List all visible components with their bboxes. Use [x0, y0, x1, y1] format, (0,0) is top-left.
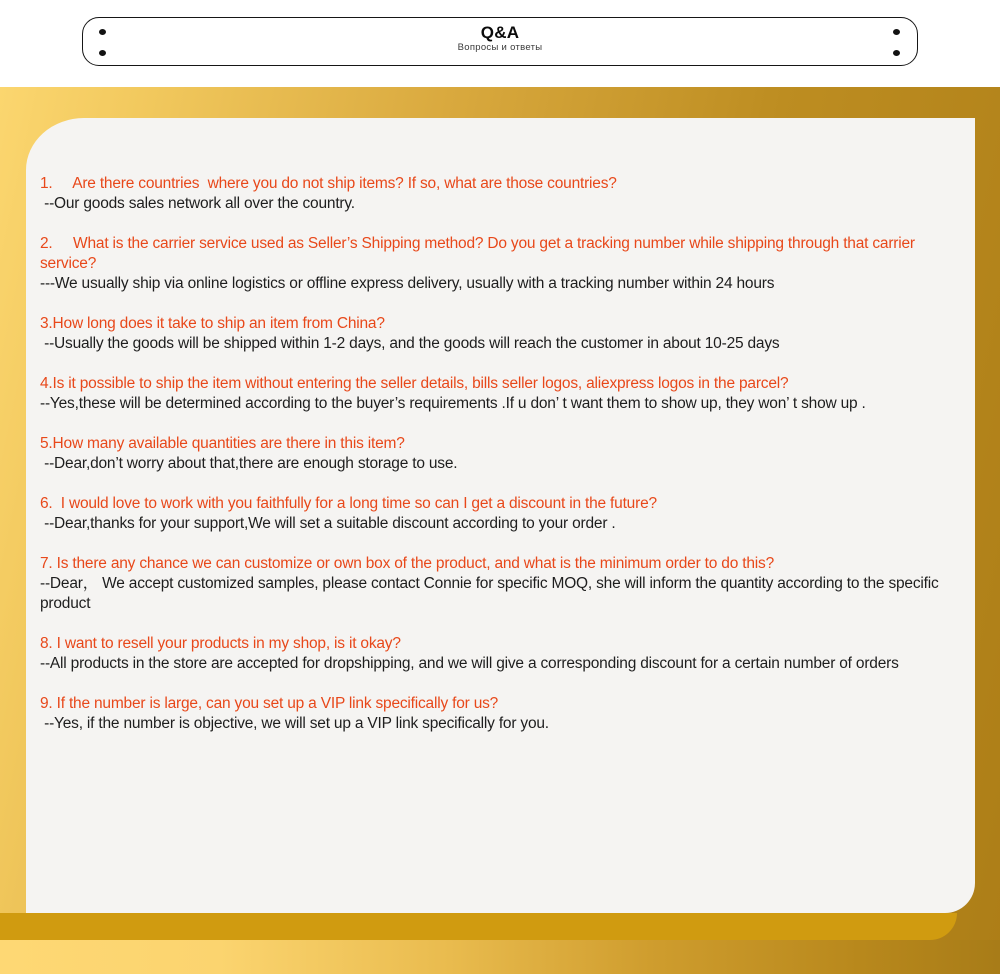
header-strip — [0, 0, 1000, 87]
page-subtitle: Вопросы и ответы — [457, 42, 543, 53]
qa-item — [40, 374, 957, 414]
qa-title-plaque — [82, 17, 918, 66]
qa-item — [40, 234, 957, 294]
qa-list — [40, 174, 957, 734]
rivet-dot-icon — [99, 50, 106, 56]
qa-question: 5.How many available quantities are there in this item? — [40, 435, 405, 452]
qa-answer: --Dear,don’t worry about that,there are enough storage to use. — [40, 455, 458, 472]
rivet-dot-icon — [893, 50, 900, 56]
qa-item — [40, 494, 957, 534]
rivet-dot-icon — [893, 29, 900, 35]
qa-answer: --Usually the goods will be shipped within 1-2 days, and the goods will reach the customer in about 10-25 days — [40, 335, 780, 352]
qa-card — [26, 118, 975, 913]
gold-background — [0, 87, 1000, 974]
qa-answer: ---We usually ship via online logistics or offline express delivery, usually with a tracking number within 24 hours — [40, 275, 775, 292]
qa-item — [40, 634, 957, 674]
qa-answer: --All products in the store are accepted for dropshipping, and we will give a corresponding discount for a certain number of orders — [40, 655, 899, 672]
qa-question: 4.Is it possible to ship the item without entering the seller details, bills seller logos, aliexpress logos in the parcel? — [40, 375, 789, 392]
qa-question: 9. If the number is large, can you set up a VIP link specifically for us? — [40, 695, 499, 712]
qa-item — [40, 174, 957, 214]
qa-answer: --Yes, if the number is objective, we will set up a VIP link specifically for you. — [40, 715, 549, 732]
qa-item — [40, 554, 957, 614]
page-title: Q&A — [480, 23, 520, 42]
qa-question: 1. Are there countries where you do not ship items? If so, what are those countries? — [40, 175, 617, 192]
qa-item — [40, 434, 957, 474]
qa-item — [40, 314, 957, 354]
qa-answer: --Yes,these will be determined according to the buyer’s requirements .If u don’ t want them to show up, they won’ t show up . — [40, 395, 866, 412]
rivet-dot-icon — [99, 29, 106, 35]
qa-item — [40, 694, 957, 734]
qa-question: 6. I would love to work with you faithfully for a long time so can I get a discount in the future? — [40, 495, 657, 512]
qa-question: 3.How long does it take to ship an item from China? — [40, 315, 385, 332]
qa-answer: --Dear,thanks for your support,We will set a suitable discount according to your order . — [40, 515, 616, 532]
qa-question: 8. I want to resell your products in my shop, is it okay? — [40, 635, 401, 652]
qa-question: 2. What is the carrier service used as Seller’s Shipping method? Do you get a tracking number while shipping through that carrier service? — [40, 235, 919, 272]
gold-bottom-strip — [0, 940, 1000, 974]
qa-answer: --Our goods sales network all over the country. — [40, 195, 355, 212]
qa-answer: --Dear， We accept customized samples, please contact Connie for specific MOQ, she will inform the quantity according to the specific product — [40, 575, 943, 612]
qa-question: 7. Is there any chance we can customize or own box of the product, and what is the minimum order to do this? — [40, 555, 774, 572]
gold-underlay-band — [0, 913, 957, 940]
